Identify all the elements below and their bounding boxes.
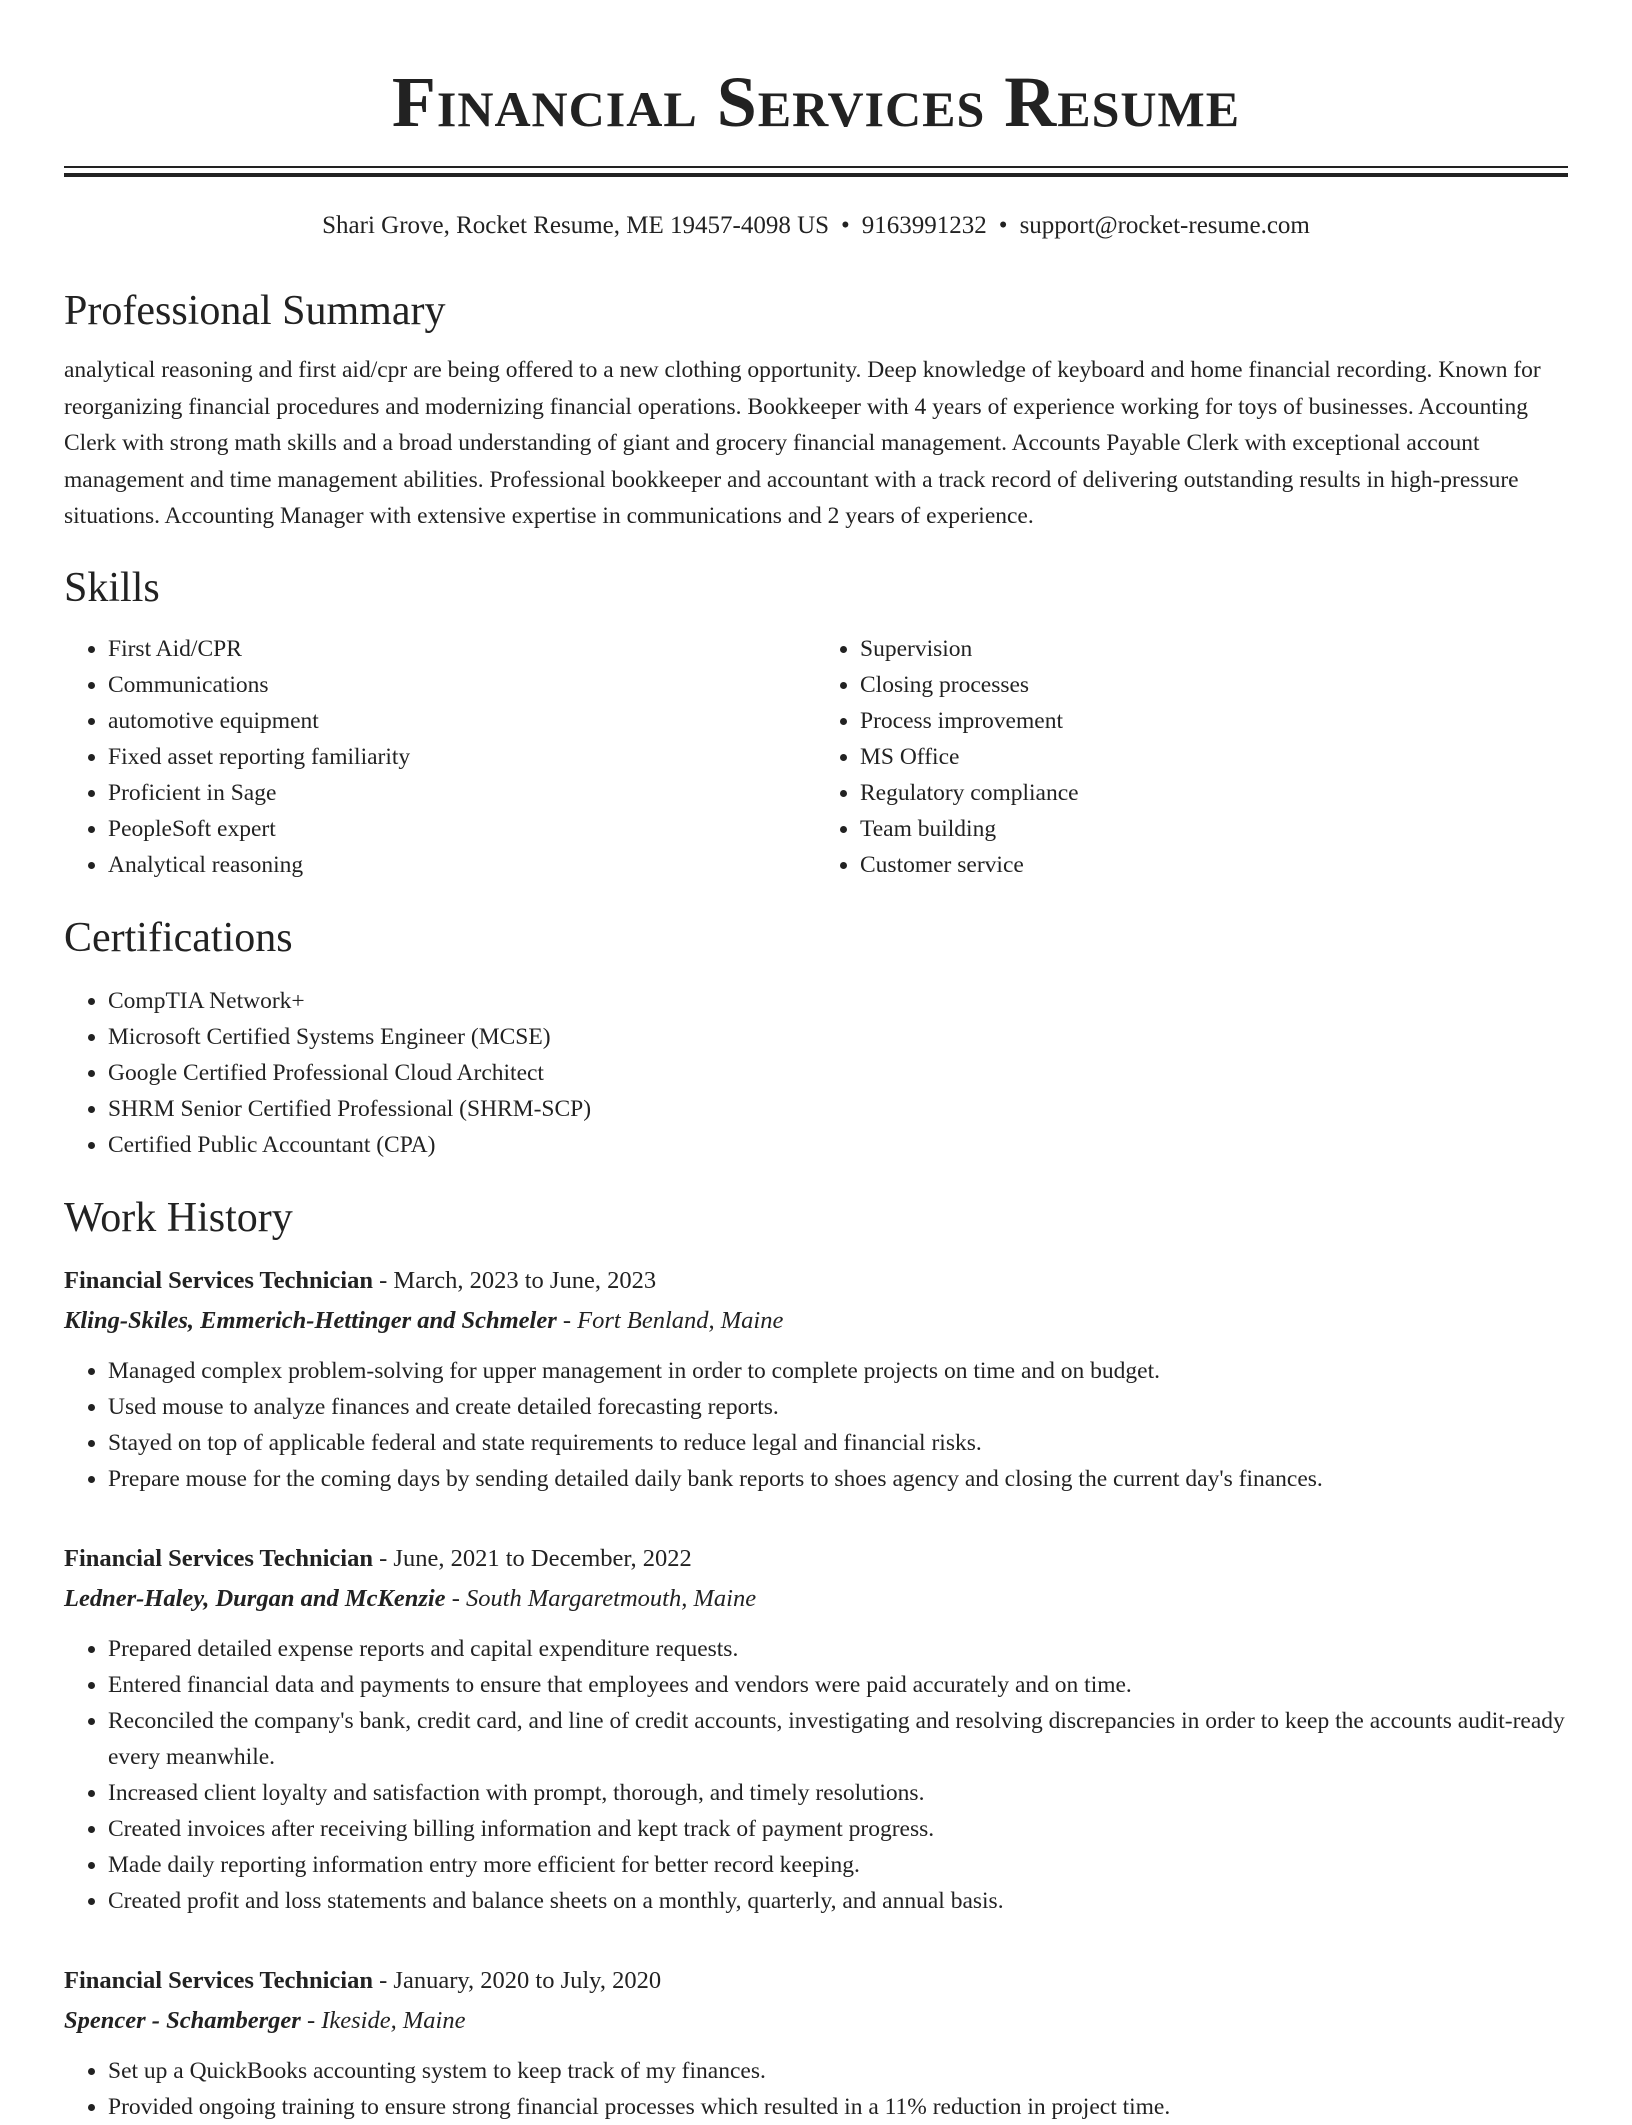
job-company: Ledner-Haley, Durgan and McKenzie xyxy=(64,1584,446,1612)
certification-item: • Google Certified Professional Cloud Architect xyxy=(108,1055,1568,1091)
job-company-line xyxy=(64,1579,1568,1619)
job-bullet: • Increased client loyalty and satisfaction with prompt, thorough, and timely resolutions. xyxy=(108,1775,1568,1811)
skill-item: • Customer service xyxy=(860,847,1568,883)
job-entry xyxy=(64,1261,1568,1497)
job-header xyxy=(64,1261,1568,1301)
job-bullet: • Made daily reporting information entry more efficient for better record keeping. xyxy=(108,1847,1568,1883)
skill-item: • Analytical reasoning xyxy=(108,847,816,883)
certification-item: • SHRM Senior Certified Professional (SHRM-SCP) xyxy=(108,1091,1568,1127)
skill-item: • automotive equipment xyxy=(108,703,816,739)
contact-line xyxy=(64,213,1568,238)
job-bullet: • Used mouse to analyze finances and create detailed forecasting reports. xyxy=(108,1389,1568,1425)
job-location: - Fort Benland, Maine xyxy=(556,1306,784,1334)
skill-item: • First Aid/CPR xyxy=(108,631,816,667)
contact-separator: • xyxy=(841,212,850,239)
job-dates: - March, 2023 to June, 2023 xyxy=(373,1266,657,1294)
job-title: Financial Services Technician xyxy=(64,1544,373,1572)
skills-heading: Skills xyxy=(64,564,160,611)
certifications-heading: Certifications xyxy=(64,914,293,961)
skill-item: • MS Office xyxy=(860,739,1568,775)
contact-phone: 9163991232 xyxy=(861,212,987,239)
skill-item: • Communications xyxy=(108,667,816,703)
certification-item: • CompTIA Network+ xyxy=(108,983,1568,1019)
job-company-line xyxy=(64,2001,1568,2041)
job-company-line xyxy=(64,1301,1568,1341)
skill-item: • Proficient in Sage xyxy=(108,775,816,811)
job-bullet: • Managed complex problem-solving for upper management in order to complete projects on time and on budget. xyxy=(108,1353,1568,1389)
job-header xyxy=(64,1961,1568,2001)
job-location: - South Margaretmouth, Maine xyxy=(445,1584,757,1612)
certifications-list xyxy=(64,983,1568,1163)
skill-item: • Process improvement xyxy=(860,703,1568,739)
job-company: Spencer - Schamberger xyxy=(64,2006,301,2034)
job-bullet: • Set up a QuickBooks accounting system to keep track of my finances. xyxy=(108,2053,1568,2089)
skill-item: • Supervision xyxy=(860,631,1568,667)
work-history-heading: Work History xyxy=(64,1194,293,1241)
job-bullet: • Entered financial data and payments to ensure that employees and vendors were paid accurately and on time. xyxy=(108,1667,1568,1703)
skills-list-left xyxy=(64,631,816,883)
job-bullet: • Provided ongoing training to ensure strong financial processes which resulted in a 11% reduction in project time. xyxy=(108,2089,1568,2125)
job-bullets xyxy=(64,1631,1568,1919)
job-title: Financial Services Technician xyxy=(64,1966,373,1994)
job-bullets xyxy=(64,1353,1568,1497)
document-title: Financial Services Resume xyxy=(391,62,1241,142)
job-bullet: • Created invoices after receiving billing information and kept track of payment progress. xyxy=(108,1811,1568,1847)
job-header xyxy=(64,1539,1568,1579)
contact-email: support@rocket-resume.com xyxy=(1019,212,1310,239)
job-location: - Ikeside, Maine xyxy=(300,2006,466,2034)
job-entry xyxy=(64,1961,1568,2125)
job-entry xyxy=(64,1539,1568,1919)
skill-item: • Team building xyxy=(860,811,1568,847)
job-title: Financial Services Technician xyxy=(64,1266,373,1294)
skills-list-right xyxy=(816,631,1568,883)
job-bullet: • Reconciled the company's bank, credit card, and line of credit accounts, investigating and resolving discrepancies in order to keep the accounts audit-ready every meanwhile. xyxy=(108,1703,1568,1775)
contact-separator: • xyxy=(998,212,1008,239)
summary-heading: Professional Summary xyxy=(64,288,446,334)
job-bullets xyxy=(64,2053,1568,2125)
job-bullet: • Prepared detailed expense reports and capital expenditure requests. xyxy=(108,1631,1568,1667)
summary-text: analytical reasoning and first aid/cpr are being offered to a new clothing opportunity. Deep knowledge of keyboard and home financial recording. Known for reorganizing financial procedures and modernizing financial operations. Bookkeeper with 4 years of experience working for toys of businesses. Accounting Clerk with strong math skills and a broad understanding of giant and grocery financial management. Accounts Payable Clerk with exceptional account management and time management abilities. Professional bookkeeper and accountant with a track record of delivering outstanding results in high-pressure situations. Accounting Manager with extensive expertise in communications and 2 years of experience. xyxy=(64,357,1541,529)
job-company: Kling-Skiles, Emmerich-Hettinger and Schmeler xyxy=(64,1306,557,1334)
job-bullet: • Prepare mouse for the coming days by sending detailed daily bank reports to shoes agency and closing the current day's finances. xyxy=(108,1461,1568,1497)
job-bullet: • Stayed on top of applicable federal and state requirements to reduce legal and financial risks. xyxy=(108,1425,1568,1461)
contact-address: Shari Grove, Rocket Resume, ME 19457-4098 US xyxy=(322,212,830,239)
skill-item: • Fixed asset reporting familiarity xyxy=(108,739,816,775)
skill-item: • PeopleSoft expert xyxy=(108,811,816,847)
certification-item: • Microsoft Certified Systems Engineer (MCSE) xyxy=(108,1019,1568,1055)
skill-item: • Closing processes xyxy=(860,667,1568,703)
job-bullet: • Created profit and loss statements and balance sheets on a monthly, quarterly, and annual basis. xyxy=(108,1883,1568,1919)
job-dates: - June, 2021 to December, 2022 xyxy=(373,1544,692,1572)
job-dates: - January, 2020 to July, 2020 xyxy=(373,1966,662,1994)
skill-item: • Regulatory compliance xyxy=(860,775,1568,811)
skills-columns xyxy=(64,631,1568,883)
certification-item: • Certified Public Accountant (CPA) xyxy=(108,1127,1568,1163)
title-divider xyxy=(64,166,1568,177)
